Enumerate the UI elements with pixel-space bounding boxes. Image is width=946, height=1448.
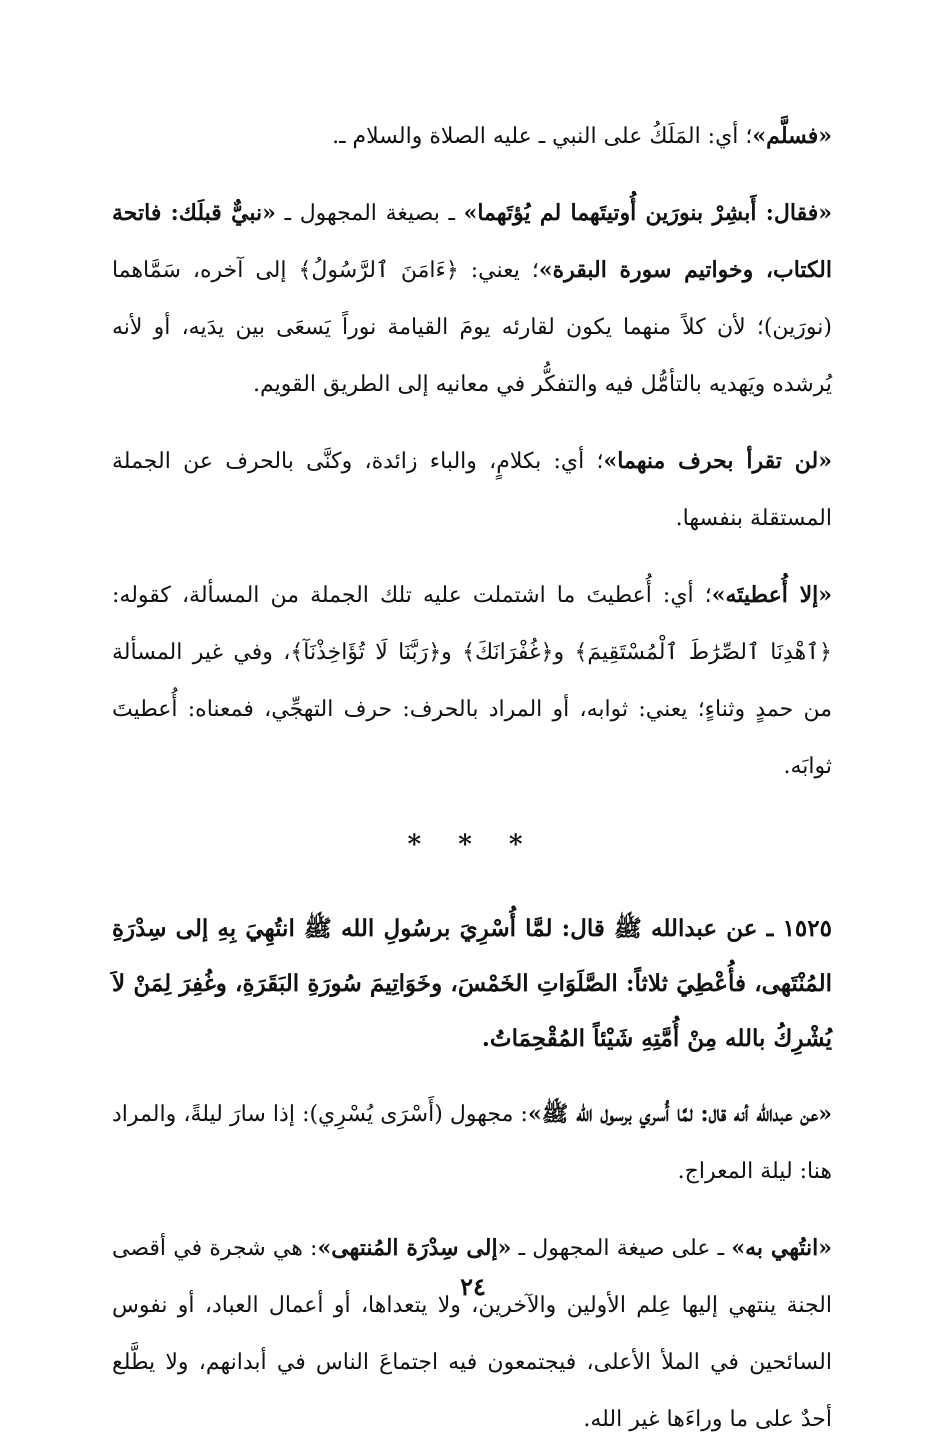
hadith-text: ١٥٢٥ ـ عن عبدالله ﷺ قال: لمَّا أُسْرِيَ برسُولِ الله ﷺ انتُهِيَ بِهِ إلى سِدْرَةِ المُنْتَهى، فأُعْطِيَ ثلاثاً: الصَّلَوَاتِ الخَمْسَ، وخَوَاتِيمَ سُورَةِ البَقَرَةِ، وغُفِرَ لِمَنْ لاَ يُشْرِكُ بالله مِنْ أُمَّتِهِ شَيْئاً المُقْحِمَاتُ. <box>112 915 832 1052</box>
commentary-paragraph-6 <box>112 1220 832 1448</box>
quoted-phrase: «نبيٌّ قبلَك: فاتحة الكتاب، وخواتيم سورة البقرة» <box>112 200 832 283</box>
commentary-paragraph-5 <box>112 1086 832 1200</box>
commentary-text: ـ على صيغة المجهول ـ <box>511 1236 732 1261</box>
quoted-phrase: «انتُهي به» <box>731 1235 832 1261</box>
hadith-block <box>112 901 832 1066</box>
quoted-phrase: «إلى سِدْرَة المُنتهى» <box>317 1235 512 1261</box>
commentary-paragraph-4 <box>112 567 832 795</box>
commentary-text: ؛ أي: بكلامٍ، والباء زائدة، وكنَّى بالحرف عن الجملة المستقلة بنفسها. <box>112 449 832 531</box>
commentary-text: : هي شجرة في أقصى الجنة ينتهي إليها عِلم الأولين والآخرين، ولا يتعداها، أو أعمال العباد، أو نفوس السائحين في الملأ الأعلى، فيجتمعون فيه اجتماعَ الناس في أبدانهم، ولا يطَّلع أحدٌ على ما وراءَها غير الله. <box>112 1236 832 1432</box>
commentary-text: : مجهول (أَسْرَى يُسْرِي): إذا سارَ ليلةً، والمراد هنا: ليلة المعراج. <box>112 1102 832 1184</box>
quoted-phrase: «لن تقرأ بحرف منهما» <box>603 448 832 474</box>
quoted-phrase: «فسلَّم» <box>752 123 832 149</box>
quoted-phrase: «عن عبدالله أنه قال: لمَّا أُسري برسول الله ﷺ» <box>527 1101 832 1127</box>
commentary-text: ـ بصيغة المجهول ـ <box>275 201 464 226</box>
section-separator: * * * <box>407 830 537 860</box>
page-number: ٢٤ <box>460 1272 486 1301</box>
quoted-phrase: «فقال: أَبشِرْ بنورَين أُوتيتَهما لم يُؤتَهما» <box>463 200 832 226</box>
commentary-text: ؛ أي: المَلَكُ على النبي ـ عليه الصلاة والسلام ـ. <box>332 124 753 149</box>
commentary-paragraph-1 <box>112 108 832 165</box>
quoted-phrase: «إلا أُعطيتَه» <box>711 582 832 608</box>
commentary-text: ؛ يعني: ﴿ءَامَنَ ٱلرَّسُولُ﴾ إلى آخره، سَمَّاهما (نورَين)؛ لأن كلاً منهما يكون لقارئه يومَ القيامة نوراً يَسعَى بين يدَيه، أو لأنه يُرشده ويَهديه بالتأمُّل فيه والتفكُّر في معانيه إلى الطريق القويم. <box>112 258 832 397</box>
commentary-paragraph-3 <box>112 433 832 547</box>
commentary-paragraph-2 <box>112 185 832 413</box>
commentary-text: ؛ أي: أُعطيتَ ما اشتملت عليه تلك الجملة من المسألة، كقوله: ﴿ٱهْدِنَا ٱلصِّرَٰطَ ٱلْمُسْتَقِيمَ﴾ و﴿غُفْرَانَكَ﴾ و﴿رَبَّنَا لَا تُؤَاخِذْنَآ﴾، وفي غير المسألة من حمدٍ وثناءٍ؛ يعني: ثوابه، أو المراد بالحرف: حرف التهجِّي، فمعناه: أُعطيتَ ثوابَه. <box>112 583 832 779</box>
